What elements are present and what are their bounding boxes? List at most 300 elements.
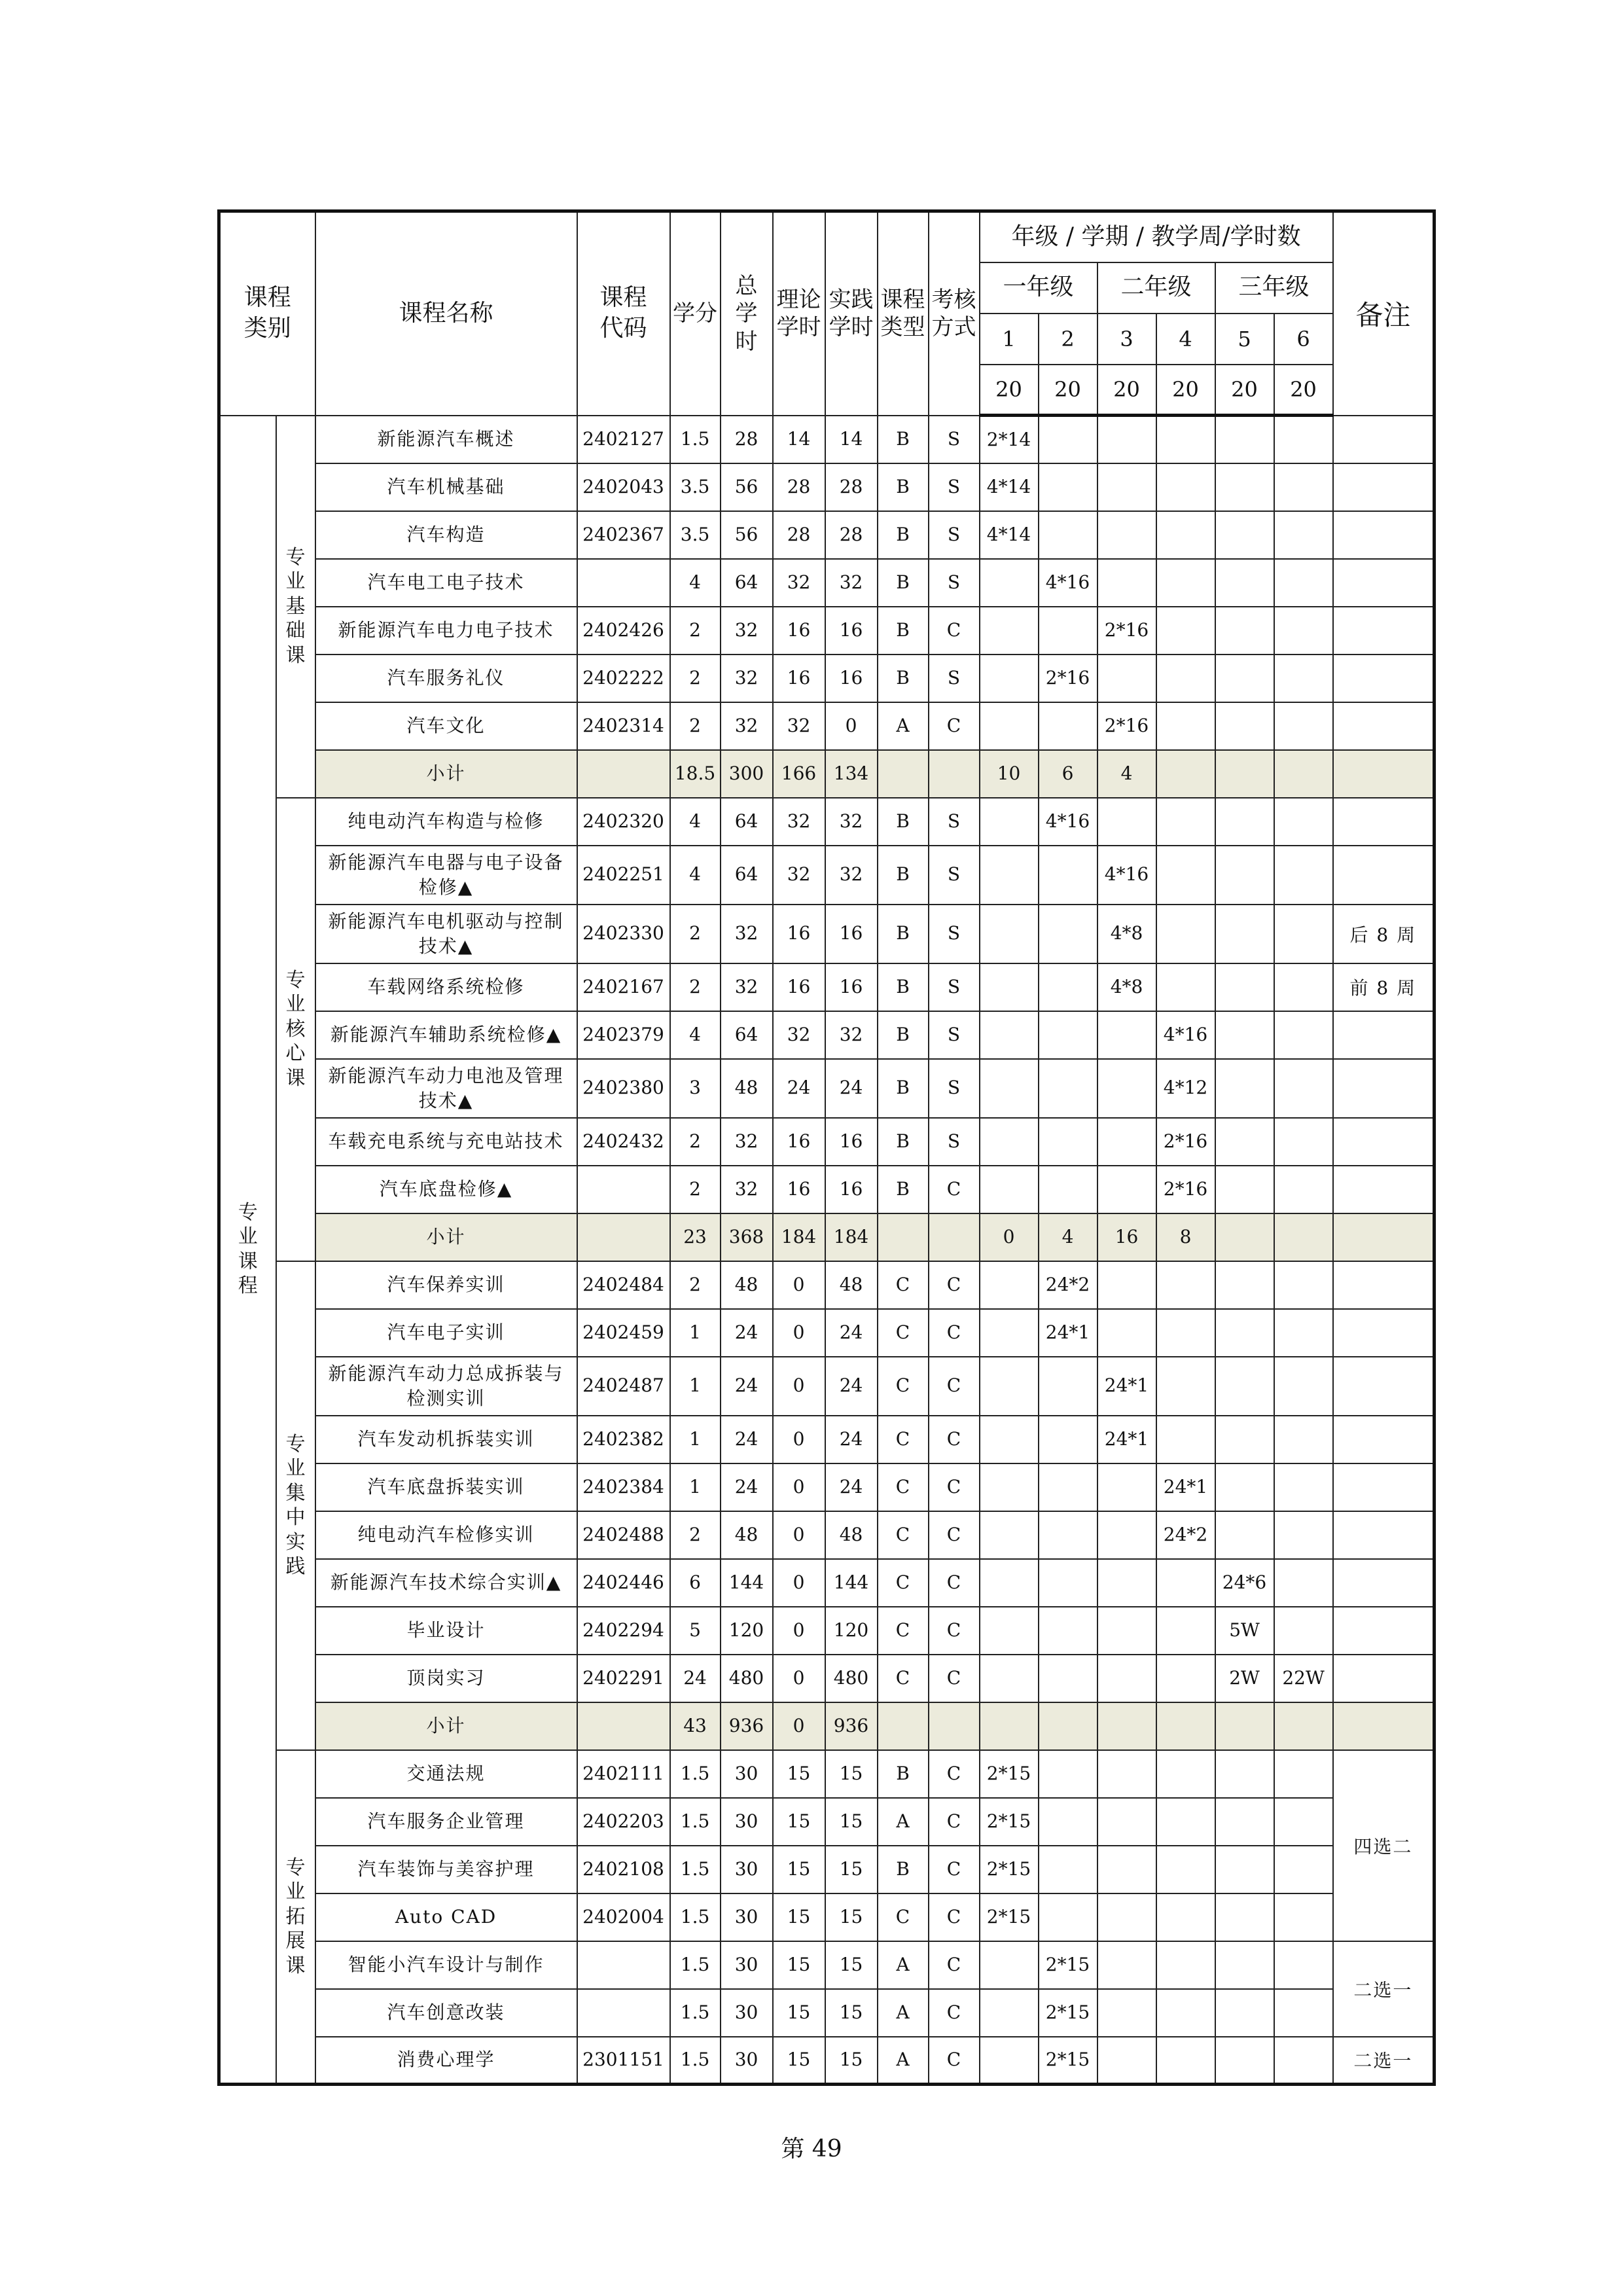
semester-hours (1215, 963, 1274, 1011)
semester-hours (1156, 1893, 1215, 1941)
assessment: C (929, 702, 980, 750)
theory-hours: 16 (773, 963, 825, 1011)
remark (1333, 1309, 1435, 1357)
credits: 1 (670, 1416, 721, 1463)
theory-hours: 184 (773, 1213, 825, 1261)
category-char: 础 (285, 619, 306, 643)
assessment: C (929, 1261, 980, 1309)
theory-hours: 32 (773, 559, 825, 607)
semester-hours (1274, 963, 1333, 1011)
theory-hours: 14 (773, 416, 825, 463)
practice-hours: 32 (825, 846, 878, 905)
theory-hours: 32 (773, 846, 825, 905)
semester-hours: 24*1 (1097, 1416, 1156, 1463)
category-char: 业 (285, 1880, 306, 1903)
assessment: C (929, 1846, 980, 1893)
semester-hours (1097, 511, 1156, 559)
semester-hours (980, 1559, 1039, 1607)
total-hours: 480 (721, 1655, 773, 1702)
semester-hours (1156, 559, 1215, 607)
total-hours: 300 (721, 750, 773, 798)
theory-hours: 0 (773, 1511, 825, 1559)
semester-hours: 4*16 (1039, 559, 1097, 607)
semester-hours (1215, 1309, 1274, 1357)
practice-hours: 15 (825, 1989, 878, 2037)
semester-hours (1156, 2037, 1215, 2085)
total-hours: 32 (721, 1166, 773, 1213)
header-year-1: 一年级 (980, 262, 1097, 314)
semester-hours (1215, 1798, 1274, 1846)
remark (1333, 1011, 1435, 1059)
course-type: B (878, 607, 929, 655)
semester-hours (1156, 511, 1215, 559)
total-hours: 28 (721, 416, 773, 463)
practice-hours: 16 (825, 607, 878, 655)
course-type: B (878, 798, 929, 846)
semester-hours: 4*16 (1097, 846, 1156, 905)
semester-hours: 2*15 (980, 1846, 1039, 1893)
course-code: 2402291 (577, 1655, 670, 1702)
semester-hours (1097, 1941, 1156, 1989)
course-code: 2402251 (577, 846, 670, 905)
assessment: S (929, 559, 980, 607)
semester-hours (1156, 1309, 1215, 1357)
credits: 2 (670, 1118, 721, 1166)
semester-hours (980, 1941, 1039, 1989)
course-code: 2301151 (577, 2037, 670, 2085)
table-row (219, 702, 1435, 750)
semester-hours: 2*15 (1039, 1941, 1097, 1989)
semester-hours (1097, 1166, 1156, 1213)
course-name: 汽车文化 (315, 702, 577, 750)
semester-hours (980, 1463, 1039, 1511)
subtotal-row (219, 1702, 1435, 1750)
assessment: C (929, 1416, 980, 1463)
course-name: 汽车服务礼仪 (315, 655, 577, 702)
semester-hours (1215, 1166, 1274, 1213)
semester-hours (1156, 1750, 1215, 1798)
assessment: S (929, 1059, 980, 1118)
course-name: 车载网络系统检修 (315, 963, 577, 1011)
semester-hours (1097, 1118, 1156, 1166)
table-row (219, 1118, 1435, 1166)
semester-hours: 4 (1039, 1213, 1097, 1261)
table-row (219, 1166, 1435, 1213)
practice-hours: 16 (825, 655, 878, 702)
course-code: 2402320 (577, 798, 670, 846)
header-year-3: 三年级 (1215, 262, 1333, 314)
semester-hours: 2*15 (980, 1893, 1039, 1941)
category-char: 专 (238, 1200, 258, 1224)
remark (1333, 1702, 1435, 1750)
assessment: S (929, 1011, 980, 1059)
course-code: 2402004 (577, 1893, 670, 1941)
semester-hours (1274, 1702, 1333, 1750)
semester-hours (1039, 1750, 1097, 1798)
course-name: 纯电动汽车检修实训 (315, 1511, 577, 1559)
semester-hours (1215, 2037, 1274, 2085)
assessment: C (929, 1357, 980, 1416)
semester-hours (1274, 798, 1333, 846)
practice-hours: 120 (825, 1607, 878, 1655)
semester-hours (1156, 702, 1215, 750)
semester-hours (1215, 1511, 1274, 1559)
semester-hours (1097, 1261, 1156, 1309)
semester-hours (1274, 1559, 1333, 1607)
course-code: 2402043 (577, 463, 670, 511)
semester-hours: 24*1 (1097, 1357, 1156, 1416)
assessment: S (929, 905, 980, 963)
category-char: 专 (285, 1856, 306, 1879)
remark (1333, 1655, 1435, 1702)
semester-hours (1274, 1750, 1333, 1798)
remark (1333, 1059, 1435, 1118)
total-hours: 936 (721, 1702, 773, 1750)
course-code (577, 559, 670, 607)
practice-hours: 16 (825, 963, 878, 1011)
semester-hours: 4*8 (1097, 905, 1156, 963)
practice-hours: 14 (825, 416, 878, 463)
theory-hours: 0 (773, 1309, 825, 1357)
semester-hours (1215, 463, 1274, 511)
header-total-hours: 总学时 (721, 211, 773, 416)
assessment: S (929, 416, 980, 463)
semester-hours (1156, 846, 1215, 905)
semester-hours (1039, 1059, 1097, 1118)
course-name: 汽车构造 (315, 511, 577, 559)
total-hours: 30 (721, 1941, 773, 1989)
semester-hours: 5W (1215, 1607, 1274, 1655)
course-name: 交通法规 (315, 1750, 577, 1798)
total-hours: 56 (721, 463, 773, 511)
credits: 43 (670, 1702, 721, 1750)
semester-hours: 22W (1274, 1655, 1333, 1702)
total-hours: 32 (721, 1118, 773, 1166)
category-char: 基 (285, 594, 306, 618)
course-code: 2402382 (577, 1416, 670, 1463)
semester-hours (1215, 1989, 1274, 2037)
semester-hours (1215, 1750, 1274, 1798)
course-type: C (878, 1463, 929, 1511)
table-header (219, 211, 1435, 416)
semester-hours (1274, 1357, 1333, 1416)
course-name: 汽车底盘检修▲ (315, 1166, 577, 1213)
practice-hours: 134 (825, 750, 878, 798)
credits: 1.5 (670, 1846, 721, 1893)
total-hours: 30 (721, 1750, 773, 1798)
category-char: 课 (285, 1954, 306, 1977)
semester-hours (1039, 1559, 1097, 1607)
semester-hours: 2*15 (980, 1798, 1039, 1846)
credits: 4 (670, 846, 721, 905)
theory-hours: 0 (773, 1607, 825, 1655)
theory-hours: 15 (773, 1750, 825, 1798)
semester-hours (1215, 1893, 1274, 1941)
semester-hours (1274, 1798, 1333, 1846)
theory-hours: 32 (773, 798, 825, 846)
theory-hours: 24 (773, 1059, 825, 1118)
table-row (219, 416, 1435, 463)
total-hours: 30 (721, 2037, 773, 2085)
course-type: C (878, 1416, 929, 1463)
course-name: 汽车保养实训 (315, 1261, 577, 1309)
semester-hours (980, 702, 1039, 750)
total-hours: 30 (721, 1989, 773, 2037)
category-char: 践 (285, 1555, 306, 1578)
course-type: A (878, 702, 929, 750)
subtotal-label: 小计 (315, 750, 577, 798)
semester-hours: 4*14 (980, 463, 1039, 511)
semester-hours (1274, 559, 1333, 607)
semester-hours: 2*16 (1039, 655, 1097, 702)
assessment: C (929, 1941, 980, 1989)
category-char: 集 (285, 1481, 306, 1505)
practice-hours: 48 (825, 1511, 878, 1559)
header-semester: 6 (1274, 314, 1333, 365)
assessment (929, 1702, 980, 1750)
course-name: 汽车底盘拆装实训 (315, 1463, 577, 1511)
theory-hours: 15 (773, 1798, 825, 1846)
header-schedule-title: 年级 / 学期 / 教学周/学时数 (980, 211, 1333, 262)
semester-hours (1097, 1750, 1156, 1798)
course-type: B (878, 963, 929, 1011)
credits: 2 (670, 607, 721, 655)
course-code: 2402314 (577, 702, 670, 750)
course-code: 2402127 (577, 416, 670, 463)
credits: 6 (670, 1559, 721, 1607)
semester-hours (1215, 798, 1274, 846)
semester-hours (1097, 1607, 1156, 1655)
total-hours: 368 (721, 1213, 773, 1261)
credits: 2 (670, 905, 721, 963)
semester-hours (980, 963, 1039, 1011)
course-type: B (878, 559, 929, 607)
table-row (219, 1261, 1435, 1309)
practice-hours: 24 (825, 1463, 878, 1511)
practice-hours: 184 (825, 1213, 878, 1261)
course-code: 2402222 (577, 655, 670, 702)
header-weeks: 20 (1274, 365, 1333, 416)
category-char: 实 (285, 1530, 306, 1554)
semester-hours (1274, 607, 1333, 655)
theory-hours: 0 (773, 1463, 825, 1511)
table-row (219, 846, 1435, 905)
assessment: C (929, 1511, 980, 1559)
semester-hours (1215, 1011, 1274, 1059)
theory-hours: 16 (773, 607, 825, 655)
course-code: 2402203 (577, 1798, 670, 1846)
semester-hours (980, 798, 1039, 846)
credits: 3 (670, 1059, 721, 1118)
practice-hours: 24 (825, 1309, 878, 1357)
total-hours: 64 (721, 846, 773, 905)
semester-hours (1039, 463, 1097, 511)
credits: 4 (670, 559, 721, 607)
credits: 5 (670, 1607, 721, 1655)
course-name: 毕业设计 (315, 1607, 577, 1655)
total-hours: 64 (721, 798, 773, 846)
semester-hours (1097, 1463, 1156, 1511)
semester-hours (1215, 607, 1274, 655)
semester-hours (980, 1655, 1039, 1702)
semester-hours (1039, 1702, 1097, 1750)
course-name: 汽车发动机拆装实训 (315, 1416, 577, 1463)
credits: 4 (670, 798, 721, 846)
table-row (219, 511, 1435, 559)
course-name: 汽车装饰与美容护理 (315, 1846, 577, 1893)
semester-hours (1274, 1059, 1333, 1118)
course-code: 2402167 (577, 963, 670, 1011)
semester-hours (1215, 1463, 1274, 1511)
credits: 2 (670, 1166, 721, 1213)
semester-hours: 4*14 (980, 511, 1039, 559)
subtotal-label: 小计 (315, 1213, 577, 1261)
semester-hours (1156, 1941, 1215, 1989)
practice-hours: 15 (825, 2037, 878, 2085)
credits: 23 (670, 1213, 721, 1261)
semester-hours (1156, 463, 1215, 511)
assessment (929, 1213, 980, 1261)
table-row (219, 559, 1435, 607)
semester-hours: 2*15 (1039, 1989, 1097, 2037)
semester-hours (1156, 1416, 1215, 1463)
practice-hours: 15 (825, 1846, 878, 1893)
semester-hours (1274, 1989, 1333, 2037)
header-weeks: 20 (1039, 365, 1097, 416)
semester-hours (1097, 1655, 1156, 1702)
semester-hours (1156, 963, 1215, 1011)
header-weeks: 20 (980, 365, 1039, 416)
semester-hours (1274, 416, 1333, 463)
assessment: C (929, 1166, 980, 1213)
remark (1333, 1261, 1435, 1309)
credits: 1 (670, 1309, 721, 1357)
main-category-label (219, 416, 276, 2085)
assessment (929, 750, 980, 798)
course-type: C (878, 1357, 929, 1416)
semester-hours (1156, 607, 1215, 655)
semester-hours (980, 905, 1039, 963)
credits: 18.5 (670, 750, 721, 798)
header-semester: 1 (980, 314, 1039, 365)
credits: 3.5 (670, 463, 721, 511)
remark (1333, 702, 1435, 750)
semester-hours (1274, 1607, 1333, 1655)
semester-hours (1274, 511, 1333, 559)
header-theory-hours: 理论学时 (773, 211, 825, 416)
assessment: C (929, 1463, 980, 1511)
total-hours: 24 (721, 1309, 773, 1357)
table-row (219, 798, 1435, 846)
category-char: 核 (285, 1017, 306, 1041)
semester-hours (980, 1357, 1039, 1416)
semester-hours: 24*6 (1215, 1559, 1274, 1607)
semester-hours (980, 1166, 1039, 1213)
remark (1333, 416, 1435, 463)
assessment: C (929, 2037, 980, 2085)
semester-hours (1274, 1893, 1333, 1941)
semester-hours (1097, 463, 1156, 511)
remark (1333, 1607, 1435, 1655)
semester-hours (1039, 702, 1097, 750)
semester-hours (1215, 1059, 1274, 1118)
semester-hours: 4*16 (1039, 798, 1097, 846)
semester-hours (1156, 1989, 1215, 2037)
practice-hours: 48 (825, 1261, 878, 1309)
course-type: C (878, 1893, 929, 1941)
total-hours: 32 (721, 905, 773, 963)
credits: 1.5 (670, 2037, 721, 2085)
total-hours: 24 (721, 1357, 773, 1416)
subtotal-row (219, 1213, 1435, 1261)
semester-hours: 2*16 (1097, 607, 1156, 655)
course-type: B (878, 1011, 929, 1059)
remark (1333, 559, 1435, 607)
course-type: B (878, 1750, 929, 1798)
total-hours: 32 (721, 607, 773, 655)
semester-hours (980, 1011, 1039, 1059)
semester-hours (1215, 416, 1274, 463)
course-name: 顶岗实习 (315, 1655, 577, 1702)
semester-hours (980, 1059, 1039, 1118)
remark (1333, 798, 1435, 846)
course-name: 消费心理学 (315, 2037, 577, 2085)
credits: 24 (670, 1655, 721, 1702)
credits: 1.5 (670, 1798, 721, 1846)
semester-hours: 2W (1215, 1655, 1274, 1702)
course-code: 2402330 (577, 905, 670, 963)
category-char: 课 (238, 1249, 258, 1273)
table-row (219, 1989, 1435, 2037)
practice-hours: 15 (825, 1750, 878, 1798)
semester-hours (1215, 846, 1274, 905)
course-code: 2402446 (577, 1559, 670, 1607)
course-code (577, 1702, 670, 1750)
semester-hours: 2*16 (1156, 1166, 1215, 1213)
subtotal-label: 小计 (315, 1702, 577, 1750)
remark (1333, 463, 1435, 511)
course-type: B (878, 846, 929, 905)
course-code (577, 1989, 670, 2037)
course-code: 2402487 (577, 1357, 670, 1416)
course-type: B (878, 1118, 929, 1166)
semester-hours: 24*1 (1156, 1463, 1215, 1511)
semester-hours (1039, 1846, 1097, 1893)
practice-hours: 144 (825, 1559, 878, 1607)
assessment: S (929, 1118, 980, 1166)
semester-hours (1215, 1261, 1274, 1309)
practice-hours: 32 (825, 1011, 878, 1059)
remark (1333, 846, 1435, 905)
semester-hours (980, 1261, 1039, 1309)
credits: 1 (670, 1357, 721, 1416)
semester-hours (1156, 1702, 1215, 1750)
semester-hours (1039, 1607, 1097, 1655)
practice-hours: 32 (825, 559, 878, 607)
course-code: 2402432 (577, 1118, 670, 1166)
semester-hours (1274, 463, 1333, 511)
remark (1333, 511, 1435, 559)
semester-hours (980, 607, 1039, 655)
total-hours: 48 (721, 1261, 773, 1309)
table-row (219, 1357, 1435, 1416)
credits: 4 (670, 1011, 721, 1059)
semester-hours (1274, 1416, 1333, 1463)
semester-hours: 2*14 (980, 416, 1039, 463)
course-code: 2402108 (577, 1846, 670, 1893)
course-type (878, 750, 929, 798)
semester-hours (1156, 1798, 1215, 1846)
